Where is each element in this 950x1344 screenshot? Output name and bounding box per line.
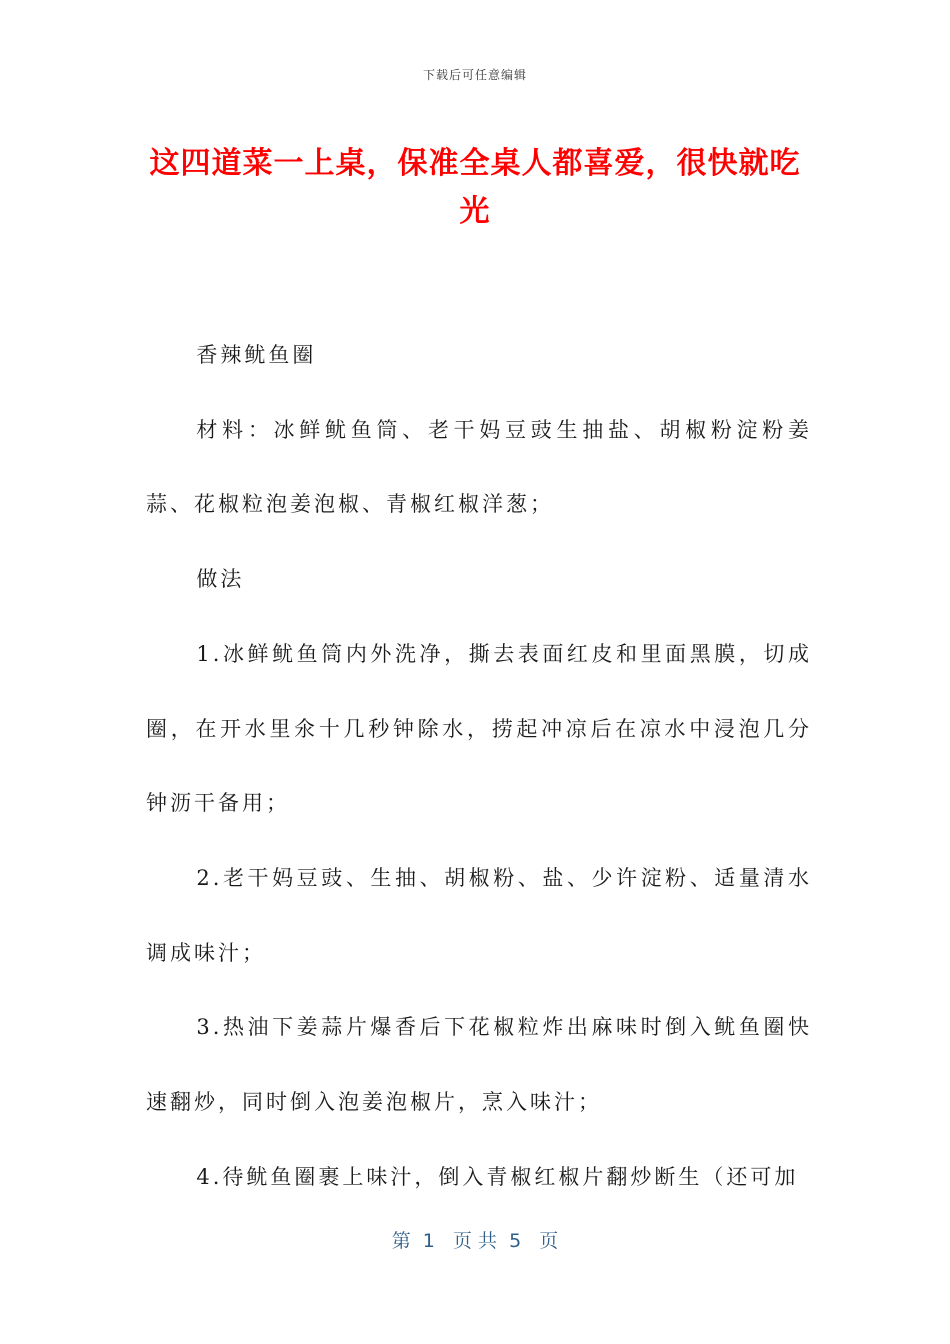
paragraph-method-heading: 做法 bbox=[196, 567, 245, 592]
paragraph-step-3: 3.热油下姜蒜片爆香后下花椒粒炸出麻味时倒入鱿鱼圈快速翻炒，同时倒入泡姜泡椒片，烹入味汁； bbox=[146, 1015, 812, 1115]
paragraph-step-4: 4.待鱿鱼圈裹上味汁，倒入青椒红椒片翻炒断生（还可加 bbox=[196, 1164, 799, 1189]
paragraph-step-2: 2.老干妈豆豉、生抽、胡椒粉、盐、少许淀粉、适量清水调成味汁； bbox=[146, 865, 812, 965]
document-body bbox=[146, 318, 812, 1214]
page-number-footer: 第 1 页 共 5 页 bbox=[391, 1230, 559, 1252]
document-title: 这四道菜一上桌，保准全桌人都喜爱，很快就吃光 bbox=[149, 146, 801, 229]
header-note: 下载后可任意编辑 bbox=[422, 68, 527, 82]
paragraph-dish-name: 香辣鱿鱼圈 bbox=[196, 343, 317, 367]
paragraph-step-1: 1.冰鲜鱿鱼筒内外洗净，撕去表面红皮和里面黑膜，切成圈，在开水里氽十几秒钟除水，捞起冲凉后在凉水中浸泡几分钟沥干备用； bbox=[146, 641, 812, 816]
paragraph-ingredients: 材料：冰鲜鱿鱼筒、老干妈豆豉生抽盐、胡椒粉淀粉姜蒜、花椒粒泡姜泡椒、青椒红椒洋葱； bbox=[146, 417, 812, 517]
